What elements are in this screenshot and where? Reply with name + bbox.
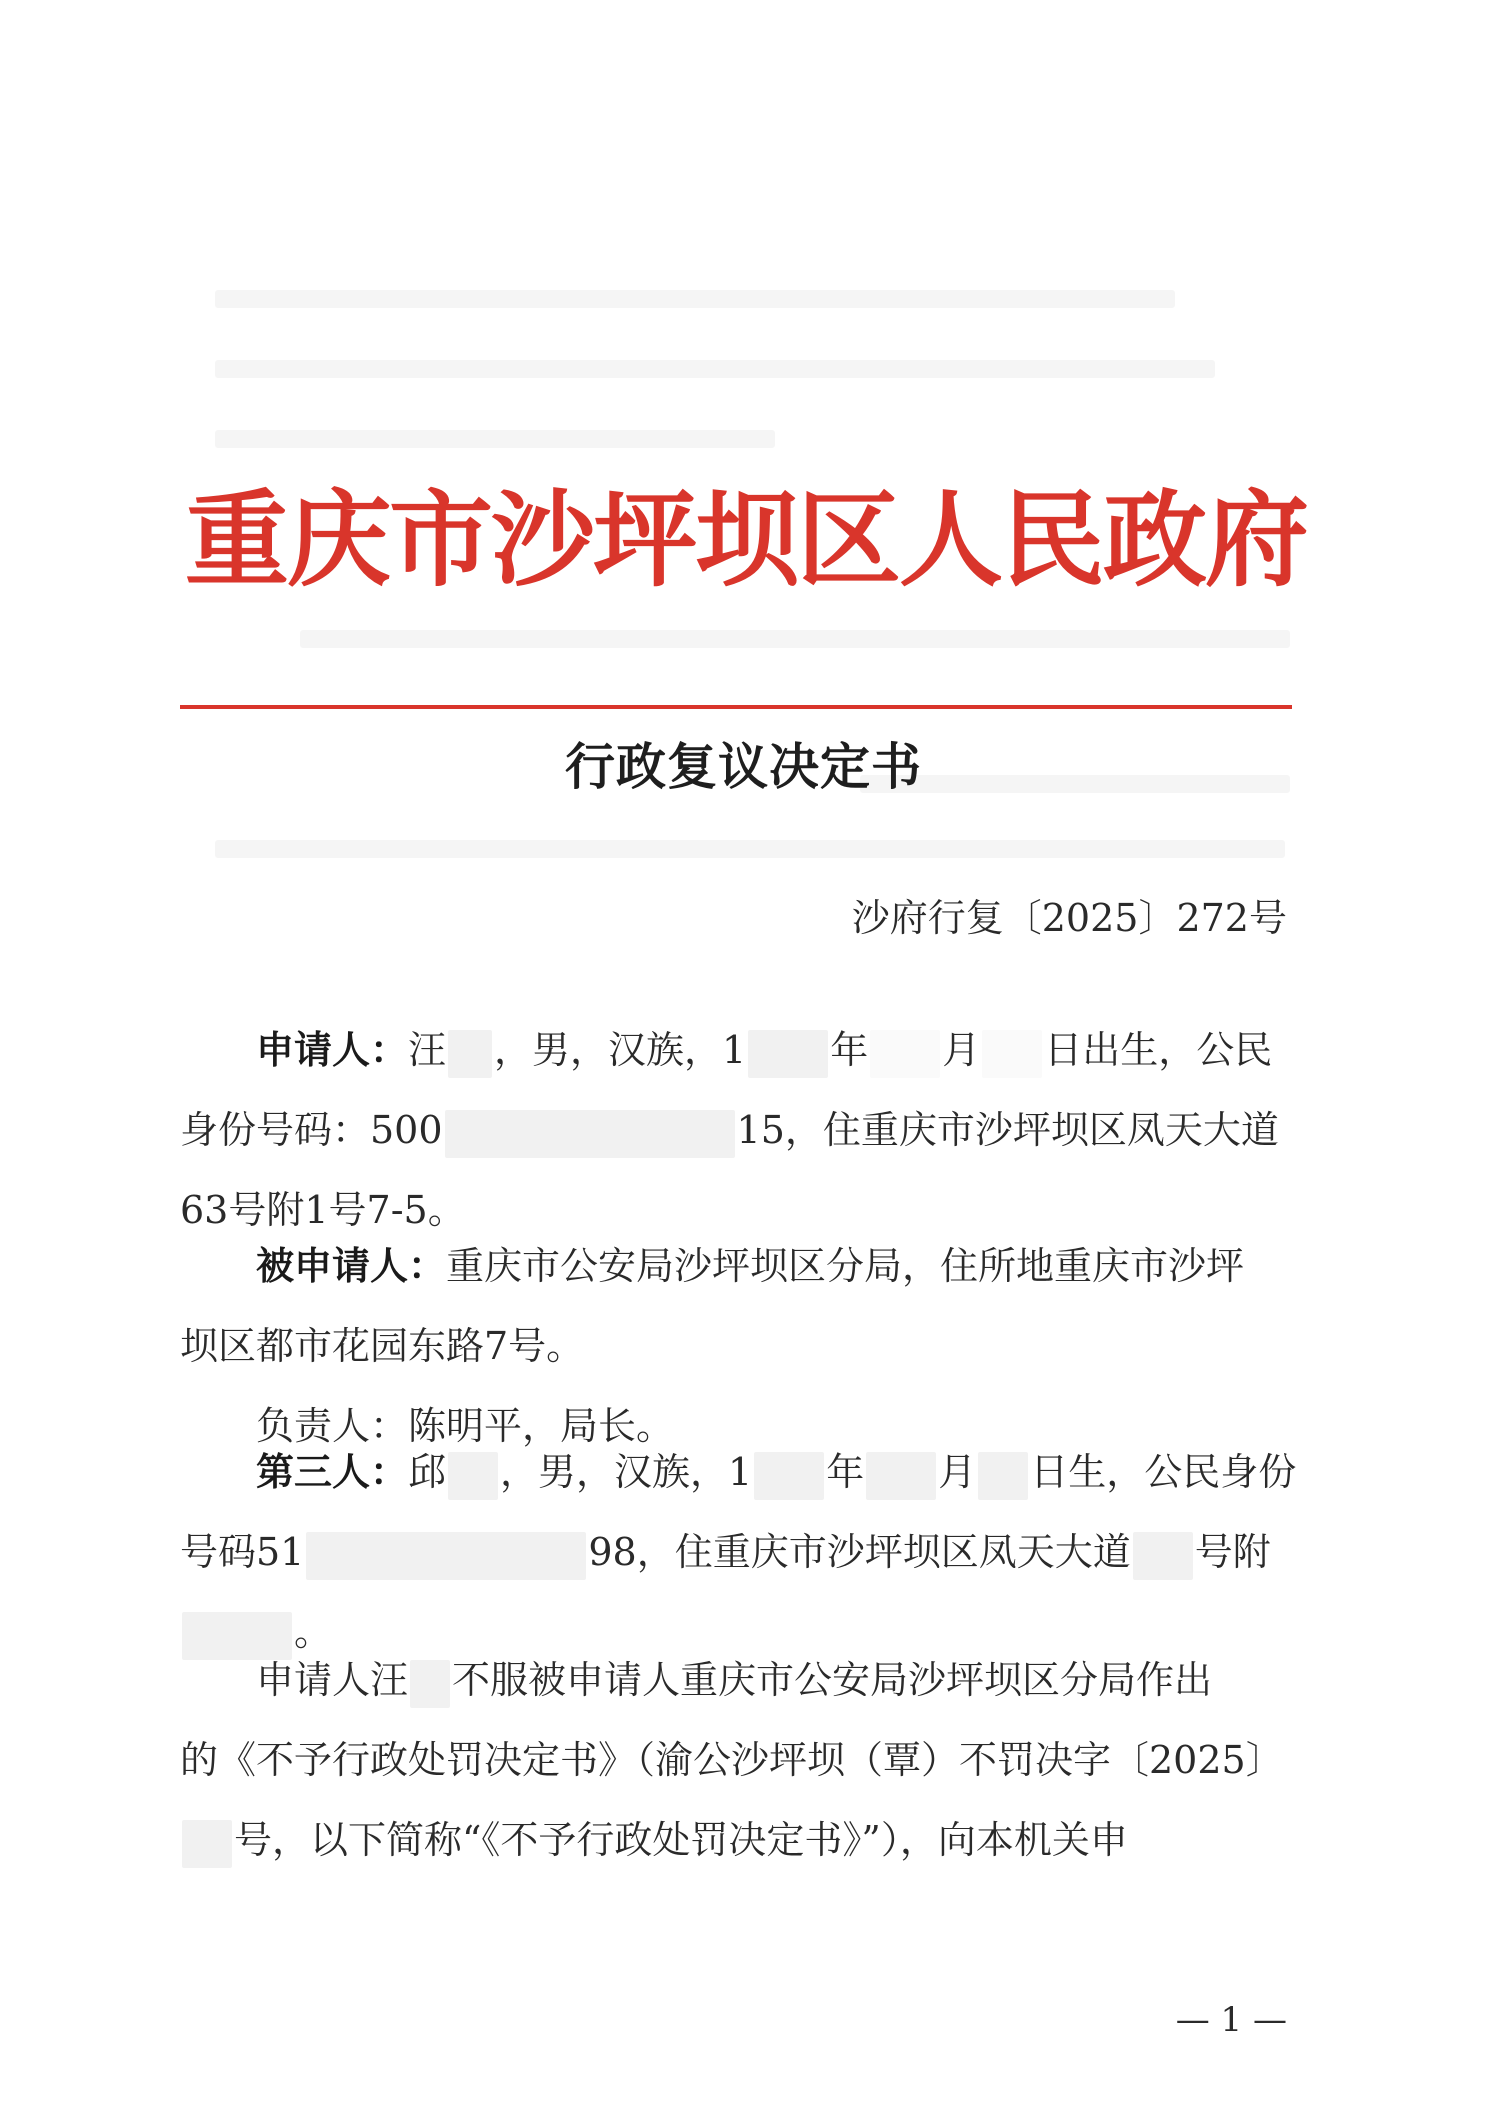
body-line-3 — [180, 1800, 1288, 1880]
bleed-through-line — [215, 290, 1175, 308]
third-party-line-3-text: 。 — [294, 1610, 333, 1654]
redaction-block — [870, 1030, 940, 1078]
redaction-block — [306, 1532, 586, 1580]
respondent-line-2: 坝区都市花园东路7号。 — [180, 1324, 585, 1368]
third-party-surname: 邱 — [408, 1450, 447, 1494]
applicant-birth-text: 日出生，公民 — [1044, 1028, 1273, 1072]
document-number: 沙府行复〔2025〕272号 — [851, 896, 1287, 940]
applicant-surname: 汪 — [408, 1028, 447, 1072]
document-title: 行政复议决定书 — [565, 738, 922, 796]
applicant-line-1 — [180, 1010, 1288, 1090]
redaction-block — [866, 1452, 936, 1500]
respondent-leader: 负责人：陈明平，局长。 — [256, 1404, 675, 1448]
applicant-id-suffix-address: 15，住重庆市沙坪坝区凤天大道 — [736, 1108, 1279, 1152]
respondent-label: 被申请人： — [256, 1244, 447, 1288]
respondent-line-1 — [180, 1226, 1288, 1306]
applicant-label: 申请人： — [256, 1028, 409, 1072]
applicant-year-label: 年 — [830, 1028, 869, 1072]
third-party-month-label: 月 — [938, 1450, 977, 1494]
applicant-month-label: 月 — [942, 1028, 981, 1072]
applicant-gender-ethnicity: ，男，汉族，1 — [494, 1028, 747, 1072]
third-party-label: 第三人： — [256, 1450, 409, 1494]
page-number: — 1 — — [1175, 2000, 1287, 2040]
third-party-birth-text: 日生，公民身份 — [1030, 1450, 1297, 1494]
body-line-2: 的《不予行政处罚决定书》（渝公沙坪坝（覃）不罚决字〔2025〕 — [180, 1738, 1284, 1782]
third-party-id-prefix: 号码51 — [180, 1530, 305, 1574]
respondent-name: 重庆市公安局沙坪坝区分局，住所地重庆市沙坪 — [446, 1244, 1245, 1288]
applicant-paragraph — [180, 1010, 1288, 1250]
third-party-address-suffix: 号附 — [1194, 1530, 1271, 1574]
bleed-through-line — [215, 430, 775, 448]
body-line-3-text: 号，以下简称“《不予行政处罚决定书》”），向本机关申 — [234, 1818, 1128, 1862]
issuer-heading: 重庆市沙坪坝区人民政府 — [185, 478, 1308, 601]
redaction-block — [448, 1452, 498, 1500]
respondent-paragraph — [180, 1226, 1288, 1466]
redaction-block — [982, 1030, 1042, 1078]
redaction-block — [748, 1030, 828, 1078]
body-line-1-a: 申请人汪 — [256, 1658, 409, 1702]
body-line-1-b: 不服被申请人重庆市公安局沙坪坝区分局作出 — [452, 1658, 1213, 1702]
bleed-through-line — [300, 630, 1290, 648]
third-party-gender-ethnicity: ，男，汉族，1 — [500, 1450, 753, 1494]
third-party-line-1 — [180, 1432, 1297, 1512]
third-party-year-label: 年 — [826, 1450, 865, 1494]
third-party-paragraph — [180, 1432, 1297, 1672]
redaction-block — [448, 1030, 492, 1078]
third-party-line-2 — [180, 1512, 1288, 1592]
body-line-1 — [180, 1640, 1288, 1720]
bleed-through-line — [215, 360, 1215, 378]
redaction-block — [182, 1820, 232, 1868]
applicant-line-3: 63号附1号7-5。 — [180, 1188, 466, 1232]
redaction-block — [978, 1452, 1028, 1500]
third-party-id-suffix-address: 98，住重庆市沙坪坝区凤天大道 — [588, 1530, 1131, 1574]
redaction-block — [445, 1110, 735, 1158]
redaction-block — [1133, 1532, 1193, 1580]
body-paragraph — [180, 1640, 1288, 1880]
applicant-line-2 — [180, 1090, 1288, 1170]
redaction-block — [410, 1660, 450, 1708]
bleed-through-line — [215, 840, 1285, 858]
applicant-id-prefix: 身份号码：500 — [180, 1108, 443, 1152]
red-divider-line — [180, 705, 1292, 709]
redaction-block — [754, 1452, 824, 1500]
